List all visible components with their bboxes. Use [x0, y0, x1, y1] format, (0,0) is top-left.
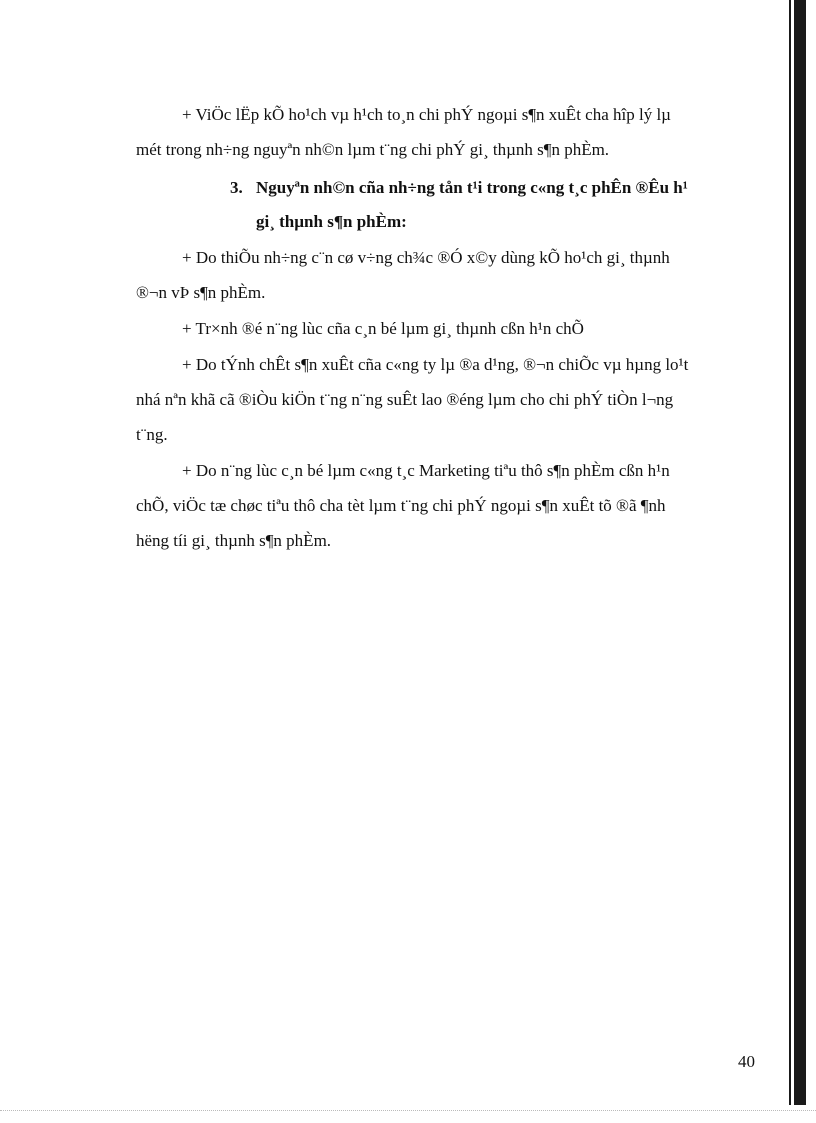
list-item-line: hëng tíi gi¸ thµnh s¶n phÈm. — [136, 531, 332, 550]
section-title-line: gi¸ thµnh s¶n phÈm: — [256, 212, 407, 231]
page-right-border — [794, 0, 806, 1105]
list-item-line: t¨ng. — [136, 425, 168, 444]
list-item-line: + Tr×nh ®é n¨ng lùc cña c¸n bé lµm gi¸ thµnh cßn h¹n chÕ — [182, 319, 584, 338]
page-number: 40 — [738, 1052, 755, 1071]
paragraph-line: mét trong nh÷ng nguyªn nh©n lµm t¨ng chi phÝ gi¸ thµnh s¶n phÈm. — [136, 140, 610, 159]
list-item-line: + Do n¨ng lùc c¸n bé lµm c«ng t¸c Marketing tiªu thô s¶n phÈm cßn h¹n — [182, 461, 670, 480]
list-item-line: chÕ, viÖc tæ chøc tiªu thô cha tèt lµm t¨ng chi phÝ ngoµi s¶n xuÊt tõ ®ã ¶nh — [136, 496, 666, 515]
list-item-line: nhá nªn khã cã ®iÒu kiÖn t¨ng n¨ng suÊt lao ®éng lµm cho chi phÝ tiÒn l¬ng — [136, 390, 674, 409]
page-bottom-divider — [0, 1110, 816, 1111]
list-item-line: + Do thiÕu nh÷ng c¨n cø v÷ng ch¾c ®Ó x©y dùng kÕ ho¹ch gi¸ thµnh — [182, 248, 670, 267]
section-number: 3. — [230, 178, 243, 197]
list-item-line: ®¬n vÞ s¶n phÈm. — [136, 283, 266, 302]
paragraph-line: + ViÖc lËp kÕ ho¹ch vµ h¹ch to¸n chi phÝ ngoµi s¶n xuÊt cha hîp lý lµ — [182, 105, 671, 124]
section-title-line: Nguyªn nh©n cña nh÷ng tån t¹i trong c«ng t¸c phÊn ®Êu h¹ — [256, 178, 688, 197]
list-item-line: + Do tÝnh chÊt s¶n xuÊt cña c«ng ty lµ ®a d¹ng, ®¬n chiÕc vµ hµng lo¹t — [182, 355, 689, 374]
